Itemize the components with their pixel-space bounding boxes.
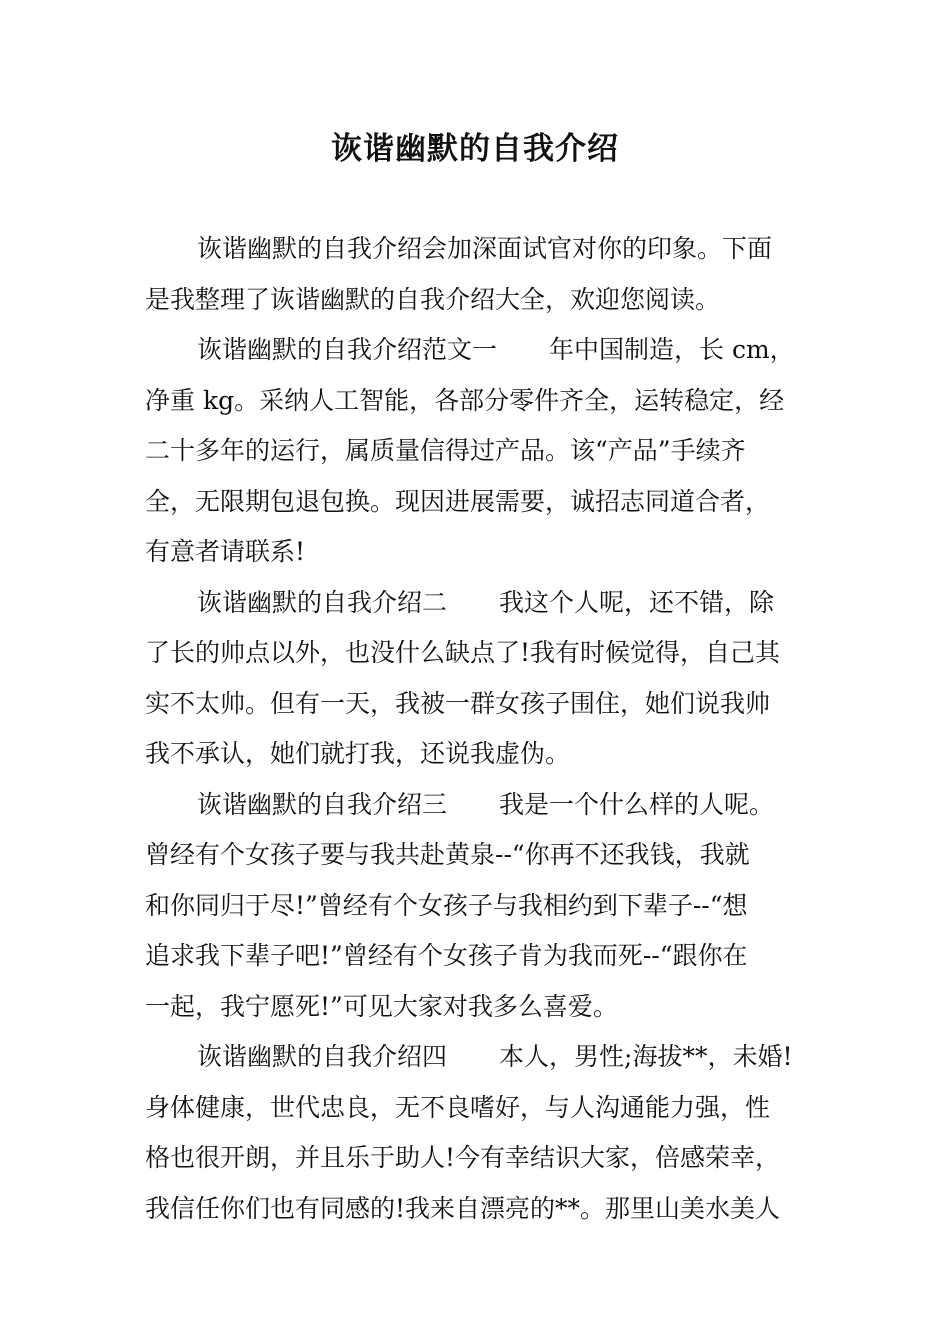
paragraph-3-line-5: 一起，我宁愿死!”可见大家对我多么喜爱。: [145, 991, 618, 1021]
paragraph-1-line-1: [145, 325, 825, 376]
paragraph-1-line-5: 有意者请联系!: [145, 537, 306, 566]
paragraph-2-line-2: 了长的帅点以外，也没什么缺点了!我有时候觉得，自己其: [145, 638, 781, 667]
paragraph-4-line-2: 身体健康，世代忠良，无不良嗜好，与人沟通能力强，性: [145, 1092, 771, 1122]
paragraph-2-line-1: [145, 578, 825, 629]
paragraph-3-line-4: 追求我下辈子吧!”曾经有个女孩子肯为我而死--“跟你在: [145, 941, 748, 970]
section-heading-4: 诙谐幽默的自我介绍四: [197, 1042, 448, 1071]
section-heading-3: 诙谐幽默的自我介绍三: [197, 789, 448, 819]
paragraph-4-line-3: 格也很开朗，并且乐于助人!今有幸结识大家，倍感荣幸，: [145, 1143, 781, 1172]
paragraph-4-line-4: 我信任你们也有同感的!我来自漂亮的**。那里山美水美人: [145, 1193, 781, 1223]
paragraph-1-start: 年中国制造，长 cm，: [549, 335, 795, 364]
document-title: 诙谐幽默的自我介绍: [331, 131, 619, 167]
document-body: [145, 224, 825, 1234]
paragraph-intro-line-1: 诙谐幽默的自我介绍会加深面试官对你的印象。下面: [197, 234, 773, 263]
paragraph-intro-line-2: 是我整理了诙谐幽默的自我介绍大全，欢迎您阅读。: [145, 284, 721, 314]
paragraph-4-start: 本人，男性;海拔**，未婚!: [499, 1042, 793, 1071]
paragraph-1-line-2: 净重 kg。采纳人工智能，各部分零件齐全，运转稳定，经: [145, 385, 785, 415]
paragraph-1-line-4: 全，无限期包退包换。现因进展需要，诚招志同道合者，: [145, 486, 771, 516]
paragraph-1-line-3: 二十多年的运行，属质量信得过产品。该“产品”手续齐: [145, 436, 746, 465]
paragraph-3-start: 我是一个什么样的人呢。: [499, 789, 775, 819]
paragraph-3-line-1: [145, 780, 825, 831]
paragraph-2-line-3: 实不太帅。但有一天，我被一群女孩子围住，她们说我帅: [145, 688, 771, 718]
paragraph-4-line-1: [145, 1032, 825, 1083]
section-heading-2: 诙谐幽默的自我介绍二: [197, 587, 448, 617]
paragraph-3-line-3: 和你同归于尽!”曾经有个女孩子与我相约到下辈子--“想: [145, 890, 748, 920]
paragraph-2-line-4: 我不承认，她们就打我，还说我虚伪。: [145, 739, 571, 768]
section-heading-1: 诙谐幽默的自我介绍范文一: [197, 335, 498, 364]
paragraph-3-line-2: 曾经有个女孩子要与我共赴黄泉--“你再不还我钱，我就: [145, 840, 750, 869]
paragraph-2-start: 我这个人呢，还不错，除: [499, 587, 775, 617]
